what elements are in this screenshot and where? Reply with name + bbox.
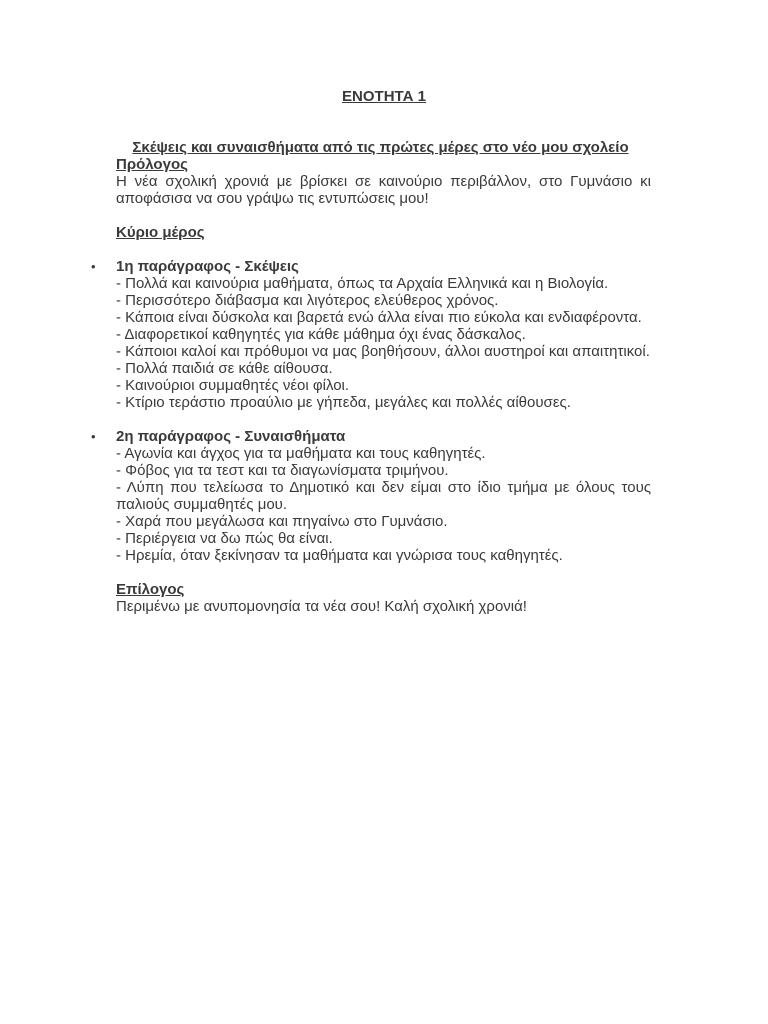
paragraph2-heading: 2η παράγραφος - Συναισθήματα — [116, 428, 346, 445]
list-item: - Διαφορετικοί καθηγητές για κάθε μάθημα όχι ένας δάσκαλος. — [116, 326, 526, 343]
spacer — [116, 207, 651, 224]
list-item: - Καινούριοι συμμαθητές νέοι φίλοι. — [116, 377, 350, 394]
epilogue-text: Περιμένω με ανυπομονησία τα νέα σου! Καλή σχολική χρονιά! — [116, 598, 527, 615]
bullet-marker: • — [91, 429, 96, 444]
list-item: - Αγωνία και άγχος για τα μαθήματα και τους καθηγητές. — [116, 445, 486, 462]
list-item: - Περισσότερο διάβασμα και λιγότερος ελεύθερος χρόνος. — [116, 292, 499, 309]
list-item: - Κάποιοι καλοί και πρόθυμοι να μας βοηθήσουν, άλλοι αυστηροί και απαιτητικοί. — [116, 343, 650, 360]
list-item: - Κάποια είναι δύσκολα και βαρετά ενώ άλλα είναι πιο εύκολα και ενδιαφέροντα. — [116, 309, 642, 326]
document-subtitle: Σκέψεις και συναισθήματα από τις πρώτες μέρες στο νέο μου σχολείο — [132, 139, 629, 156]
bullet-marker: • — [91, 259, 96, 274]
main-heading: Κύριο μέρος — [116, 224, 205, 241]
prologue-heading: Πρόλογος — [116, 156, 188, 173]
paragraph2-section — [91, 428, 651, 564]
epilogue-heading: Επίλογος — [116, 581, 185, 598]
spacer — [116, 241, 651, 258]
list-item: - Κτίριο τεράστιο προαύλιο με γήπεδα, μεγάλες και πολλές αίθουσες. — [116, 394, 571, 411]
list-item: - Ηρεμία, όταν ξεκίνησαν τα μαθήματα και γνώρισα τους καθηγητές. — [116, 547, 563, 564]
list-item: - Φόβος για τα τεστ και τα διαγωνίσματα τριμήνου. — [116, 462, 449, 479]
spacer — [116, 411, 651, 428]
list-item: - Πολλά και καινούρια μαθήματα, όπως τα Αρχαία Ελληνικά και η Βιολογία. — [116, 275, 609, 292]
list-item: - Περιέργεια να δω πώς θα είναι. — [116, 530, 333, 547]
spacer — [116, 564, 651, 581]
prologue-text: Η νέα σχολική χρονιά με βρίσκει σε καινούριο περιβάλλον, στο Γυμνάσιο κι αποφάσισα να σου γράψω τις εντυπώσεις μου! — [116, 173, 651, 207]
list-item: - Πολλά παιδιά σε κάθε αίθουσα. — [116, 360, 333, 377]
document-title: ΕΝΟΤΗΤΑ 1 — [342, 88, 426, 105]
list-item: - Λύπη που τελείωσα το Δημοτικό και δεν είμαι στο ίδιο τμήμα με όλους τους παλιούς συμμαθητές μου. — [116, 479, 651, 513]
list-item: - Χαρά που μεγάλωσα και πηγαίνω στο Γυμνάσιο. — [116, 513, 448, 530]
document-body — [91, 139, 651, 615]
paragraph1-heading: 1η παράγραφος - Σκέψεις — [116, 258, 299, 275]
paragraph1-section — [91, 258, 651, 411]
